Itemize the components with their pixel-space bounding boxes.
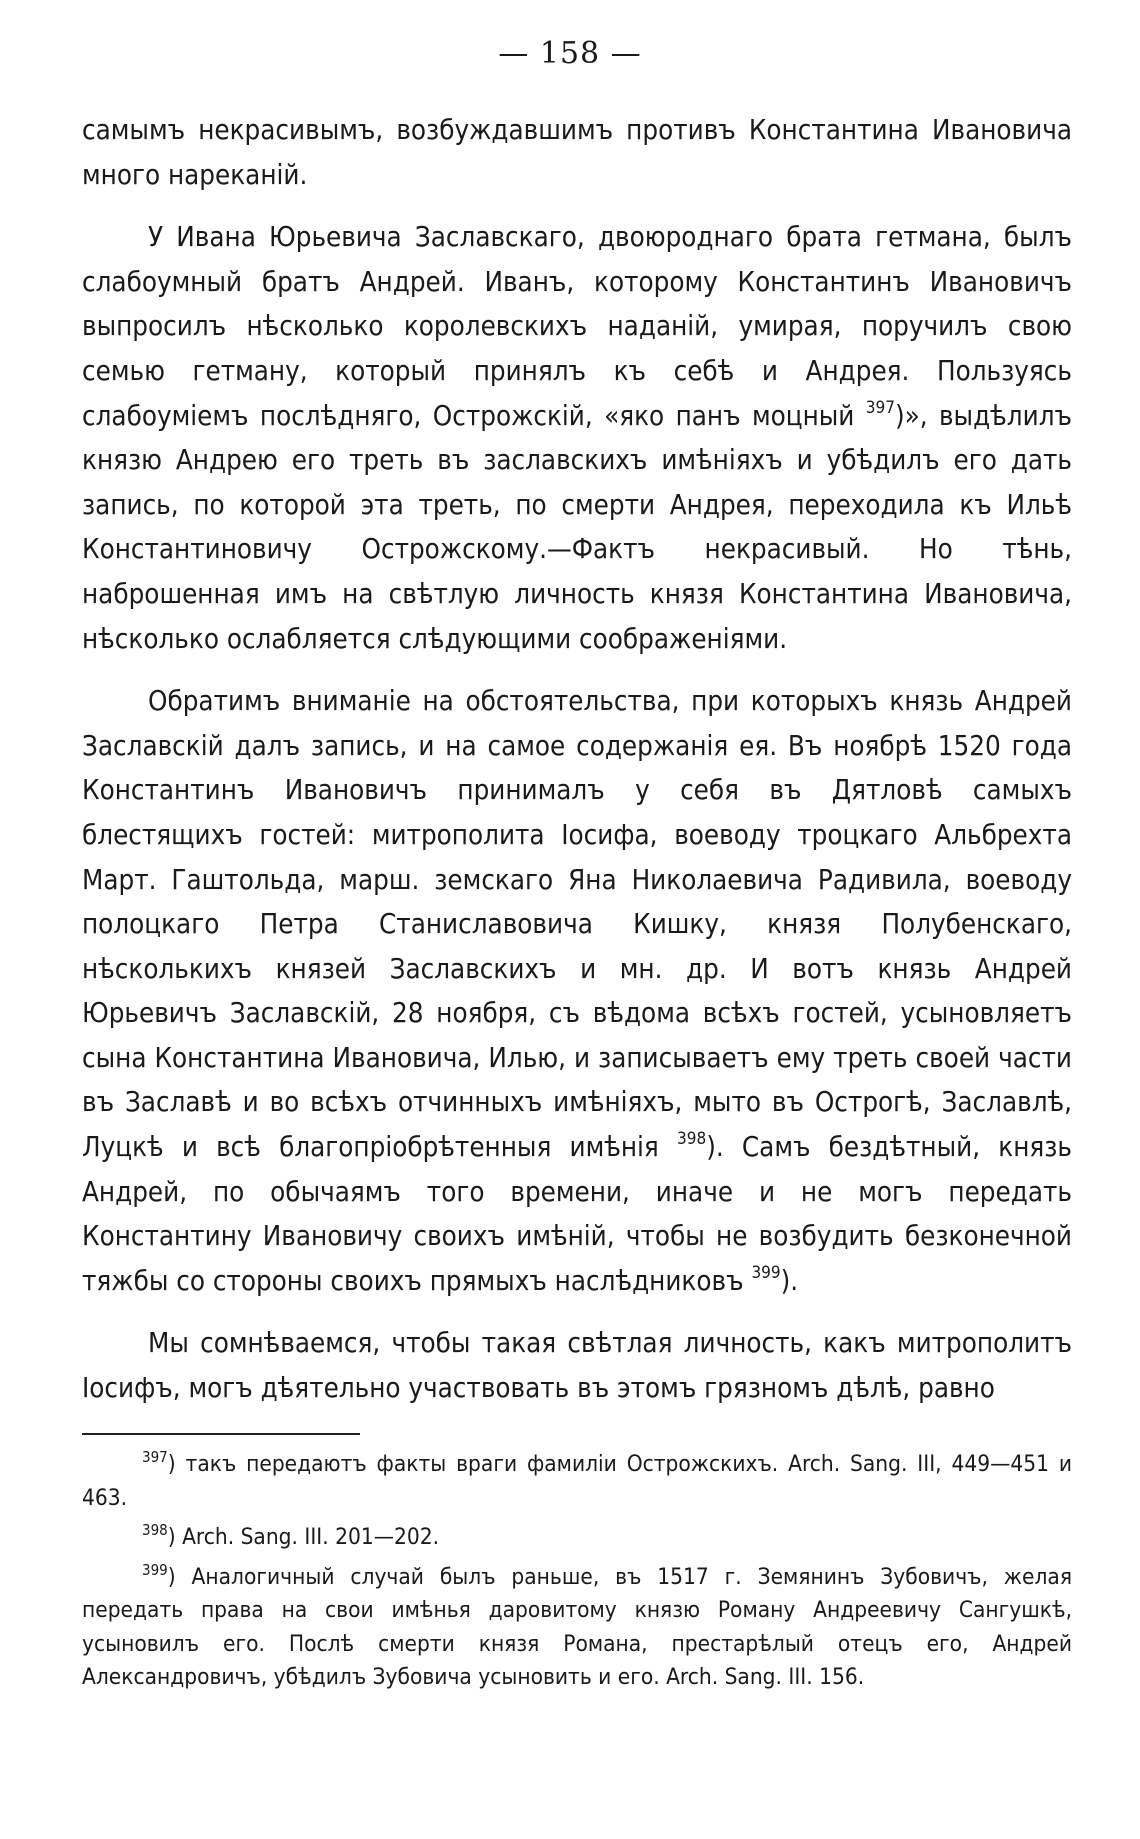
footnote-number: 399 bbox=[142, 1560, 168, 1579]
paragraph-3 bbox=[82, 679, 1072, 1303]
footnote-text: ) такъ передаютъ факты враги фамиліи Острожскихъ. Arch. Sang. III, 449—451 и 463. bbox=[82, 1451, 1072, 1511]
footnotes bbox=[82, 1448, 1072, 1701]
paragraph-3-text-mid: ). Самъ бездѣтный, князь Андрей, по обычаямъ того времени, иначе и не могъ передать Константину Ивановичу своихъ имѣній, чтобы не возбудить безконечной тяжбы со стороны своихъ прямыхъ наслѣдниковъ bbox=[82, 1131, 1072, 1297]
main-text bbox=[82, 108, 1072, 1411]
paragraph-3-text: Обратимъ вниманіе на обстоятельства, при которыхъ князь Андрей Заславскій далъ запись, и на самое содержанія ея. Въ ноябрѣ 1520 года Константинъ Ивановичъ принималъ у себя въ Дятловѣ самыхъ блестящихъ гостей: митрополита Іосифа, воеводу троцкаго Альбрехта Март. Гаштольда, марш. земскаго Яна Николаевича Радивила, воеводу полоцкаго Петра Станиславовича Кишку, князя Полубенскаго, нѣсколькихъ князей Заславскихъ и мн. др. И вотъ князь Андрей Юрьевичъ Заславскій, 28 ноября, съ вѣдома всѣхъ гостей, усыновляетъ сына Константина Ивановича, Илью, и записываетъ ему треть своей части въ Заславѣ и во всѣхъ отчинныхъ имѣніяхъ, мыто въ Острогѣ, Заславлѣ, Луцкѣ и всѣ благопріобрѣтенныя имѣнія bbox=[82, 685, 1072, 1164]
footnote-397 bbox=[82, 1448, 1072, 1515]
footnote-text: ) Arch. Sang. III. 201—202. bbox=[167, 1524, 440, 1550]
footnote-398 bbox=[82, 1521, 1072, 1555]
paragraph-2-text-cont: )», выдѣлилъ князю Андрею его треть въ заславскихъ имѣніяхъ и убѣдилъ его дать запись, по которой эта треть, по смерти Андрея, переходила къ Ильѣ Константиновичу Острожскому.—Фактъ некрасивый. Но тѣнь, наброшенная имъ на свѣтлую личность князя Константина Ивановича, нѣсколько ослабляется слѣдующими соображеніями. bbox=[82, 399, 1072, 655]
paragraph-3-text-end: ). bbox=[780, 1264, 799, 1297]
paragraph-2 bbox=[82, 215, 1072, 661]
footnote-text: ) Аналогичный случай былъ раньше, въ 1517 г. Земянинъ Зубовичъ, желая передать права на свои имѣнья даровитому князю Роману Андреевичу Сангушкѣ, усыновилъ его. Послѣ смерти князя Романа, престарѣлый отецъ его, Андрей Александровичъ, убѣдилъ Зубовича усыновить и его. Arch. Sang. III. 156. bbox=[82, 1563, 1072, 1690]
footnote-number: 397 bbox=[142, 1448, 168, 1466]
paragraph-4: Мы сомнѣваемся, чтобы такая свѣтлая личность, какъ митрополитъ Іосифъ, могъ дѣятельно участвовать въ этомъ грязномъ дѣлѣ, равно bbox=[82, 1327, 1072, 1405]
page-number: — 158 — bbox=[498, 36, 642, 71]
footnote-ref-399[interactable]: 399 bbox=[751, 1262, 781, 1283]
footnote-ref-397[interactable]: 397 bbox=[865, 397, 895, 418]
footnote-ref-398[interactable]: 398 bbox=[677, 1129, 707, 1150]
paragraph-2-text: У Ивана Юрьевича Заславскаго, двоюроднаго брата гетмана, былъ слабоумный братъ Андрей. Иванъ, которому Константинъ Ивановичъ выпросилъ нѣсколько королевскихъ наданій, умирая, поручилъ свою семью гетману, который принялъ къ себѣ и Андрея. Пользуясь слабоуміемъ послѣдняго, Острожскій, «яко панъ моцный bbox=[82, 221, 1072, 432]
footnote-divider bbox=[82, 1433, 360, 1435]
paragraph-1: самымъ некрасивымъ, возбуждавшимъ противъ Константина Ивановича много нареканій. bbox=[82, 114, 1072, 191]
footnote-399 bbox=[82, 1561, 1072, 1695]
footnote-number: 398 bbox=[142, 1521, 168, 1539]
